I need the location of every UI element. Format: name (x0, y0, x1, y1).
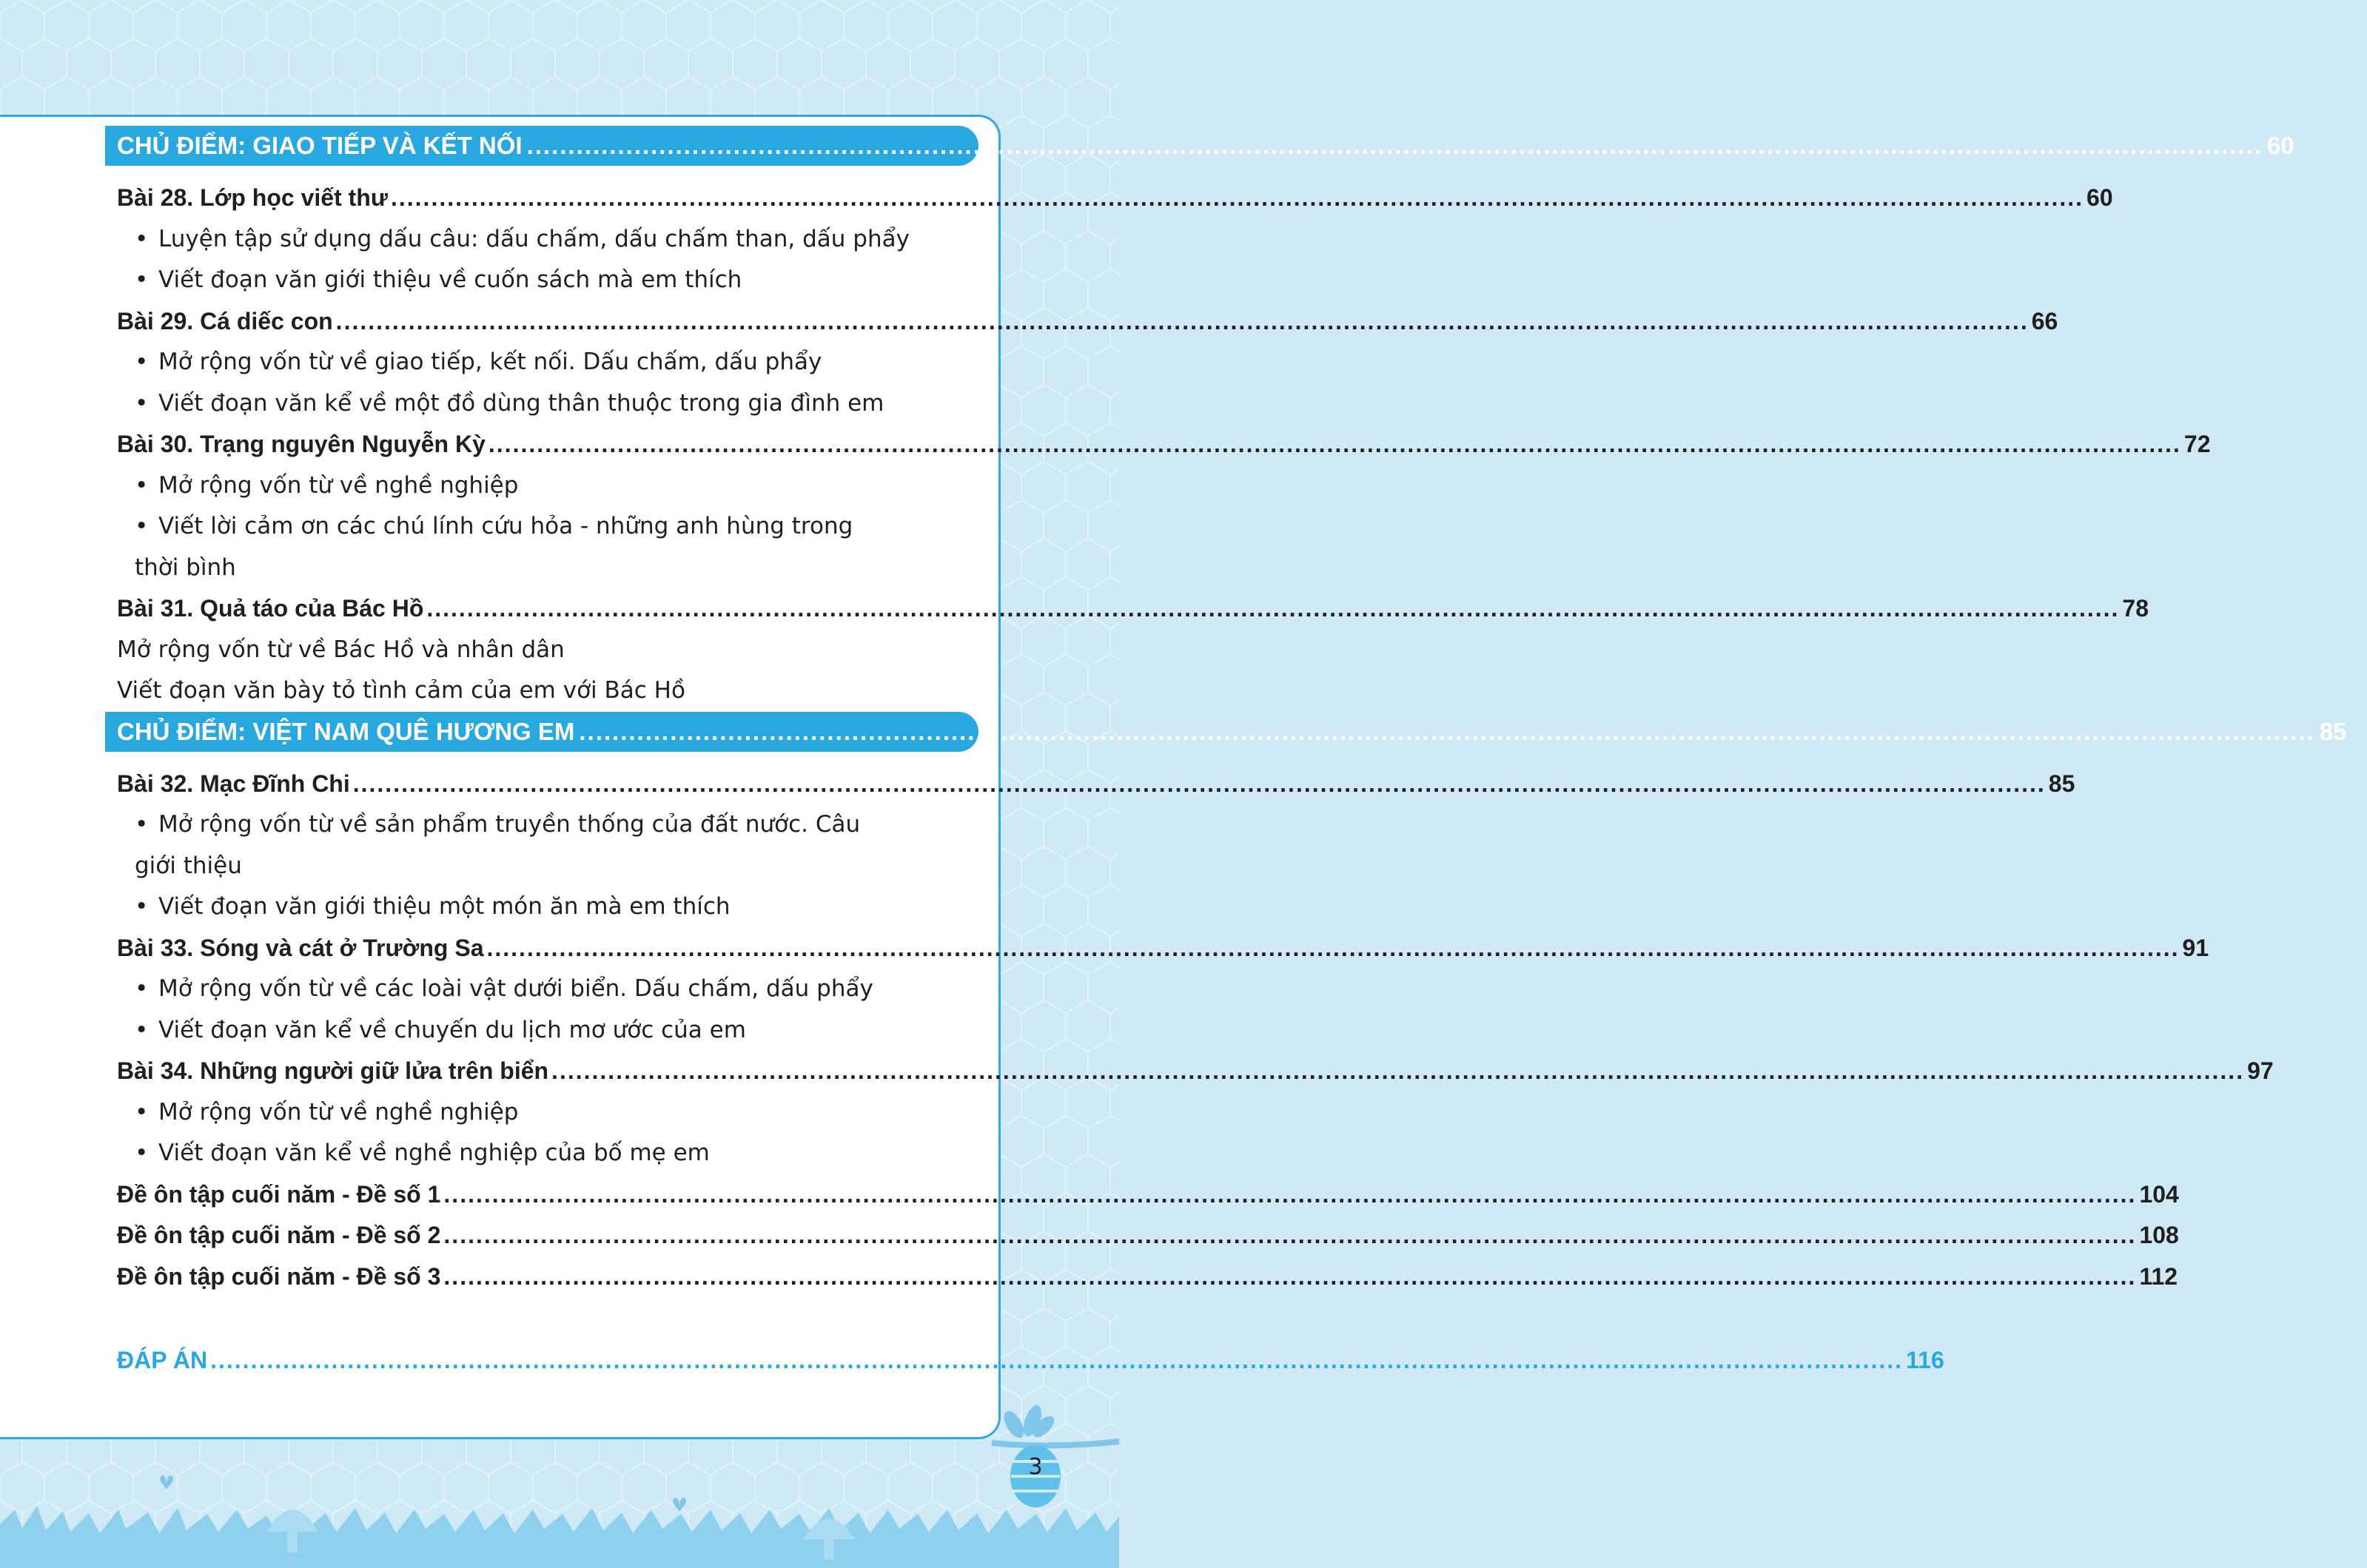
bullet-icon: • (135, 349, 149, 375)
list-item: Viết đoạn văn bày tỏ tình cảm của em với Bác Hồ (117, 677, 685, 704)
bullet-icon: • (135, 266, 149, 293)
bullet-icon: • (135, 513, 149, 539)
section-page: 85 (2319, 717, 2347, 745)
toc-entry-answers[interactable]: ĐÁP ÁN .................................................................................................................................................................................................................. 116 (117, 1347, 1944, 1373)
list-item: • Viết lời cảm ơn các chú lính cứu hỏa - những anh hùng trong (117, 506, 976, 548)
toc-entry-lesson-29[interactable]: Bài 29. Cá diếc con .................................................................................................................................................................................................................. 66 (117, 307, 2058, 334)
toc-entry-lesson-31[interactable]: Bài 31. Quả táo của Bác Hồ .................................................................................................................................................................................................................. 78 (117, 595, 2149, 622)
list-item: • Viết đoạn văn kể về chuyến du lịch mơ ước của em (117, 1010, 976, 1051)
list-item: • Viết đoạn văn giới thiệu một món ăn mà em thích (117, 886, 976, 928)
list-item: • Viết đoạn văn kể về nghề nghiệp của bố mẹ em (117, 1133, 976, 1174)
list-item: • Mở rộng vốn từ về nghề nghiệp (117, 1092, 976, 1134)
bullet-icon: • (135, 225, 149, 252)
toc-entry-review-1[interactable]: Đề ôn tập cuối năm - Đề số 1 .................................................................................................................................................................................................................. 104 (117, 1180, 2179, 1208)
section-title: CHỦ ĐIỂM: VIỆT NAM QUÊ HƯƠNG EM (117, 717, 575, 745)
list-item: • Mở rộng vốn từ về sản phẩm truyền thống của đất nước. Câu (117, 804, 976, 846)
bullet-icon: • (135, 1016, 149, 1043)
bullet-icon: • (135, 811, 149, 838)
bullet-icon: • (135, 389, 149, 417)
toc-entry-lesson-33[interactable]: Bài 33. Sóng và cát ở Trường Sa .................................................................................................................................................................................................................. 91 (117, 934, 2209, 961)
toc-entry-lesson-34[interactable]: Bài 34. Những người giữ lửa trên biển .................................................................................................................................................................................................................. 97 (117, 1057, 2274, 1084)
list-item: • Viết đoạn văn giới thiệu về cuốn sách mà em thích (117, 260, 976, 301)
bullet-icon: • (135, 471, 149, 499)
list-item: • Mở rộng vốn từ về các loài vật dưới biển. Dấu chấm, dấu phẩy (117, 969, 976, 1010)
list-item: • Mở rộng vốn từ về nghề nghiệp (117, 465, 976, 507)
section-title: CHỦ ĐIỂM: GIAO TIẾP VÀ KẾT NỐI (117, 132, 523, 159)
toc-entry-review-3[interactable]: Đề ôn tập cuối năm - Đề số 3 .................................................................................................................................................................................................................. 112 (117, 1262, 2178, 1290)
section-banner[interactable]: CHỦ ĐIỂM: GIAO TIẾP VÀ KẾT NỐI .................................................................................................................................................................................................................. 60 (105, 126, 978, 166)
bullet-icon: • (135, 1098, 149, 1125)
toc-entry-review-2[interactable]: Đề ôn tập cuối năm - Đề số 2 .................................................................................................................................................................................................................. 108 (117, 1222, 2179, 1248)
list-item-continuation: thời bình (135, 553, 236, 581)
list-item: • Luyện tập sử dụng dấu câu: dấu chấm, dấu chấm than, dấu phẩy (117, 219, 976, 260)
bullet-icon: • (135, 1140, 149, 1166)
list-item: • Mở rộng vốn từ về giao tiếp, kết nối. Dấu chấm, dấu phẩy (117, 342, 976, 383)
list-item: Mở rộng vốn từ về Bác Hồ và nhân dân (117, 636, 565, 663)
toc-entry-lesson-30[interactable]: Bài 30. Trạng nguyên Nguyễn Kỳ .................................................................................................................................................................................................................. 72 (117, 431, 2211, 457)
bullet-icon: • (135, 893, 149, 920)
bullet-icon: • (135, 975, 149, 1002)
section-page: 60 (2266, 132, 2294, 159)
toc-entry-lesson-32[interactable]: Bài 32. Mạc Đĩnh Chi .................................................................................................................................................................................................................. 85 (117, 770, 2075, 797)
list-item: • Viết đoạn văn kể về một đồ dùng thân thuộc trong gia đình em (117, 383, 976, 425)
section-banner[interactable]: CHỦ ĐIỂM: VIỆT NAM QUÊ HƯƠNG EM .................................................................................................................................................................................................................. 85 (105, 712, 978, 752)
list-item-continuation: giới thiệu (135, 852, 242, 879)
toc-entry-lesson-28[interactable]: Bài 28. Lớp học viết thư .................................................................................................................................................................................................................. 60 (117, 184, 2113, 211)
table-of-contents (117, 126, 2347, 1382)
page-number: 3 (1028, 1454, 1043, 1480)
